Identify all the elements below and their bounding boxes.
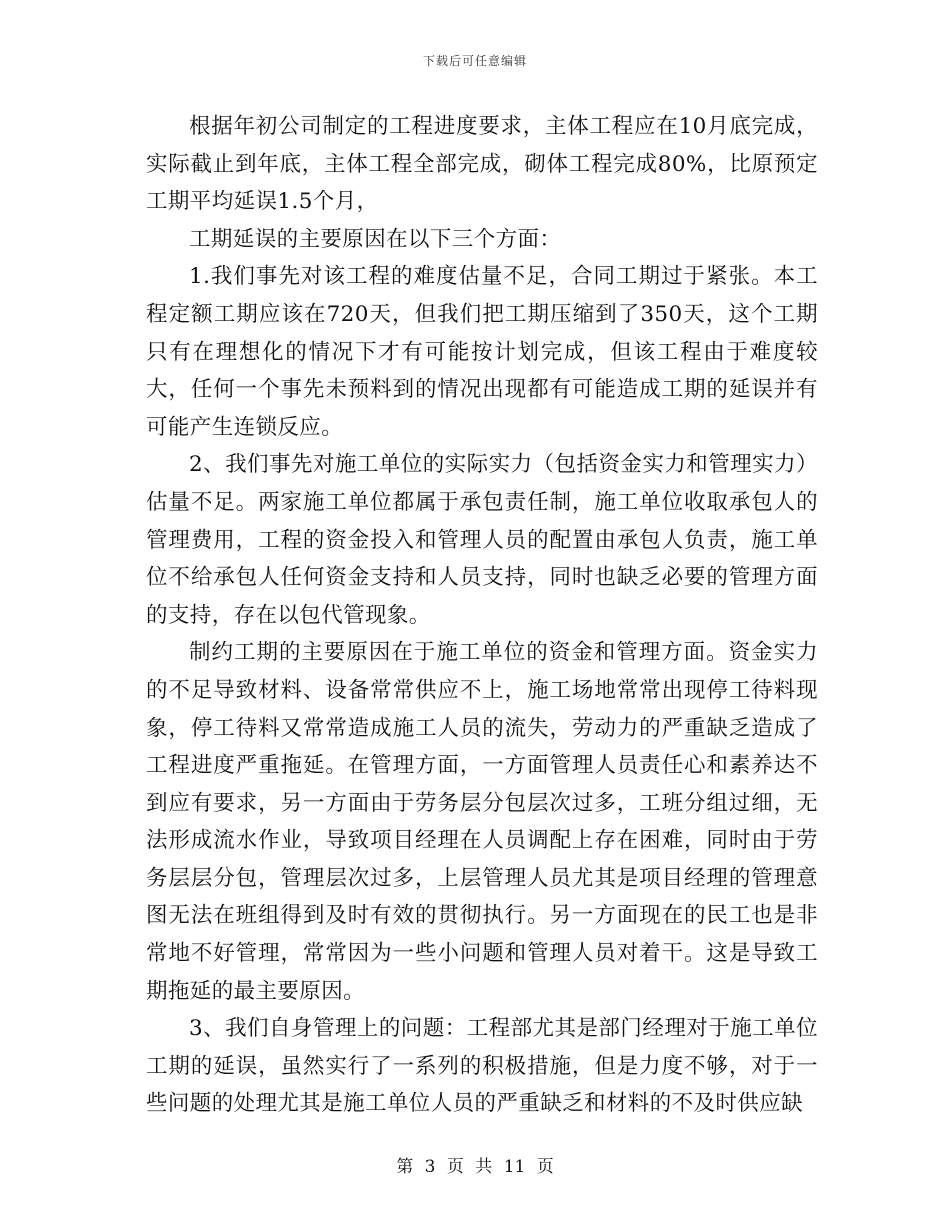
page-header-note: 下载后可任意编辑 (422, 54, 527, 68)
paragraph-constraint-analysis: 制约工期的主要原因在于施工单位的资金和管理方面。资金实力的不足导致材料、设备常常供应不上，施工场地常常出现停工待料现象，停工待料又常常造成施工人员的流失，劳动力的严重缺乏造成了工程进度严重拖延。在管理方面，一方面管理人员责任心和素养达不到应有要求，另一方面由于劳务层分包层次过多，工班分组过细，无法形成流水作业，导致项目经理在人员调配上存在困难，同时由于劳务层层分包，管理层次过多，上层管理人员尤其是项目经理的管理意图无法在班组得到及时有效的贯彻执行。另一方面现在的民工也是非常地不好管理，常常因为一些小问题和管理人员对着干。这是导致工期拖延的最主要原因。 (146, 640, 818, 1004)
document-body (146, 108, 818, 1123)
paragraph-delay-reasons-intro: 工期延误的主要原因在以下三个方面： (189, 226, 562, 252)
paragraph-schedule-summary: 根据年初公司制定的工程进度要求，主体工程应在10月底完成，实际截止到年底，主体工程全部完成，砌体工程完成80%，比原预定工期平均延误1.5个月， (146, 114, 818, 215)
paragraph-reason-3: 3、我们自身管理上的问题：工程部尤其是部门经理对于施工单位工期的延误，虽然实行了一系列的积极措施，但是力度不够，对于一些问题的处理尤其是施工单位人员的严重缺乏和材料的不及时供应缺 (146, 1016, 818, 1117)
page-number-footer: 第 3 页 共 11 页 (396, 1157, 554, 1177)
paragraph-reason-1: 1.我们事先对该工程的难度估量不足，合同工期过于紧张。本工程定额工期应该在720天，但我们把工期压缩到了350天，这个工期只有在理想化的情况下才有可能按计划完成，但该工程由于难度较大，任何一个事先未预料到的情况出现都有可能造成工期的延误并有可能产生连锁反应。 (146, 264, 818, 440)
paragraph-reason-2: 2、我们事先对施工单位的实际实力（包括资金实力和管理实力）估量不足。两家施工单位都属于承包责任制，施工单位收取承包人的管理费用，工程的资金投入和管理人员的配置由承包人负责，施工单位不给承包人任何资金支持和人员支持，同时也缺乏必要的管理方面的支持，存在以包代管现象。 (146, 452, 818, 628)
